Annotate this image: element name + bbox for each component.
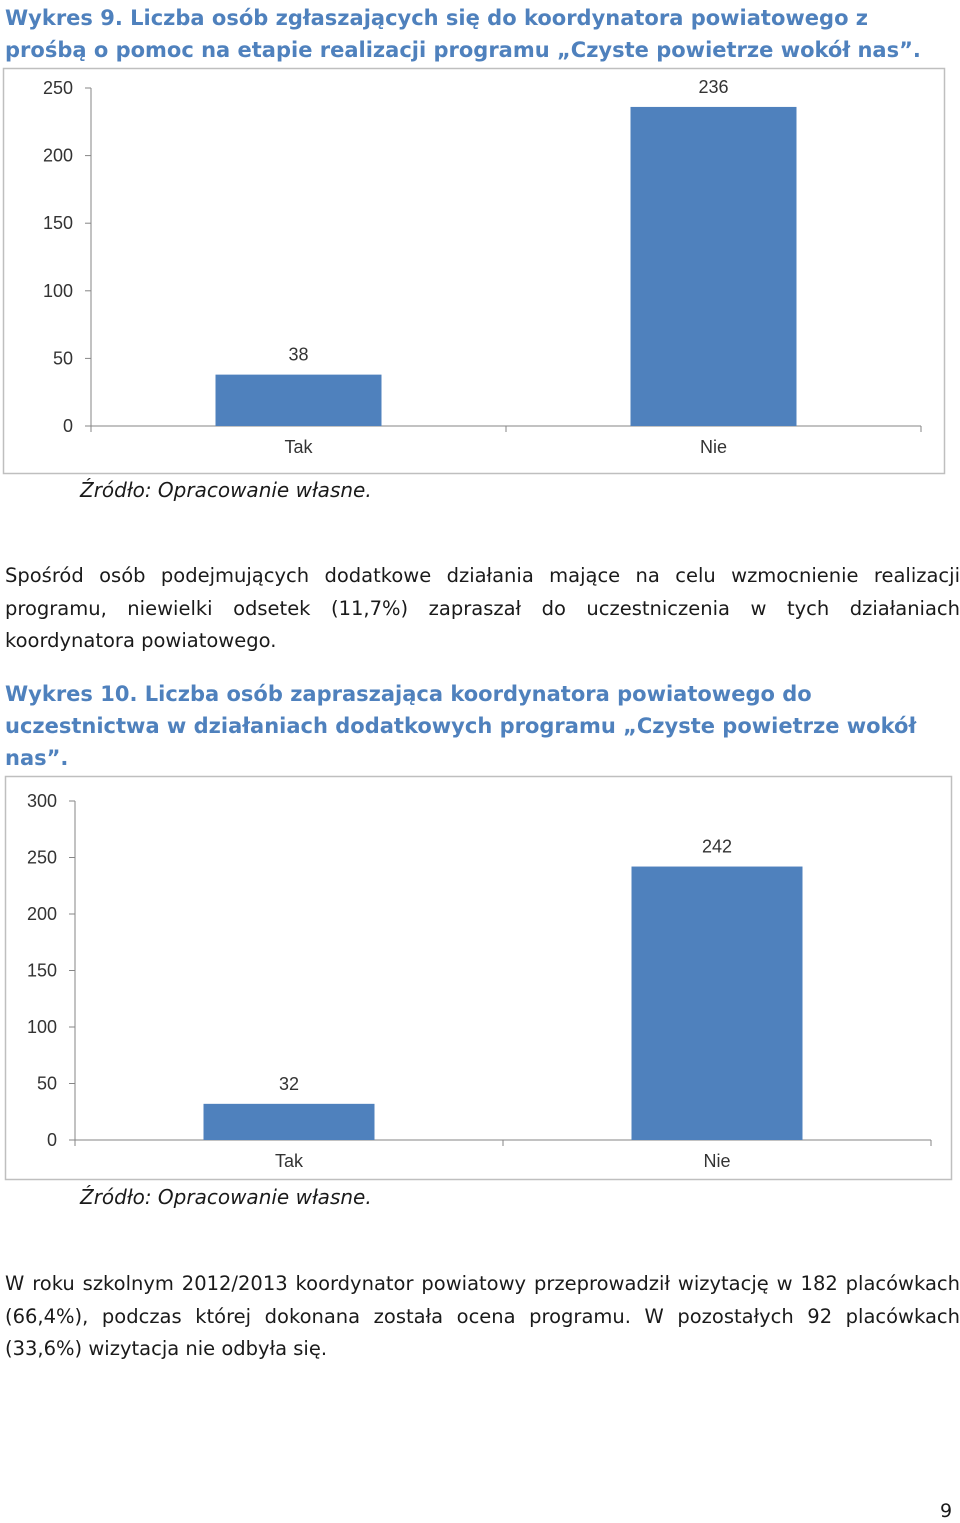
paragraph-1: Spośród osób podejmujących dodatkowe działania mające na celu wzmocnienie realizacji programu, niewielki odsetek (11,7%) zapraszał do uczestniczenia w tych działaniach koordynatora powiatowego. [5, 564, 960, 652]
chart-10 [5, 776, 952, 1180]
page-number: 9 [940, 1500, 953, 1522]
bar-tak [216, 375, 382, 426]
y-tick-label: 100 [42, 280, 73, 301]
paragraph-2: W roku szkolnym 2012/2013 koordynator powiatowy przeprowadził wizytację w 182 placówkach (66,4%), podczas której dokonana została ocena programu. W pozostałych 92 placówkach (33,6%) wizytacja nie odbyła się. [5, 1272, 960, 1360]
bar-nie [632, 867, 803, 1140]
figure-9-caption: Wykres 9. Liczba osób zgłaszających się do koordynatora powiatowego z prośbą o pomoc na etapie realizacji programu „Czyste powietrze wokół nas”. [5, 6, 921, 62]
y-tick-label: 200 [42, 145, 73, 166]
chart-frame [6, 777, 952, 1180]
figure-10-caption: Wykres 10. Liczba osób zapraszająca koordynatora powiatowego do uczestnictwa w działaniach dodatkowych programu „Czyste powietrze wokół nas”. [5, 682, 917, 770]
y-tick-label: 200 [26, 904, 57, 924]
category-label-nie: Nie [703, 1151, 731, 1171]
y-tick-label: 250 [42, 78, 73, 98]
category-label-tak: Tak [284, 437, 313, 457]
y-tick-label: 0 [46, 1130, 57, 1150]
category-label-tak: Tak [274, 1151, 304, 1171]
chart-9 [3, 68, 945, 474]
category-label-nie: Nie [699, 437, 728, 457]
y-tick-label: 100 [26, 1017, 57, 1037]
y-tick-label: 0 [62, 416, 73, 436]
y-tick-label: 50 [52, 348, 73, 369]
bar-nie [631, 107, 797, 426]
y-tick-label: 150 [26, 960, 57, 981]
y-tick-label: 150 [42, 213, 73, 234]
data-label-nie: 242 [701, 836, 733, 857]
data-label-nie: 236 [698, 76, 729, 97]
bar-tak [204, 1104, 375, 1140]
data-label-tak: 38 [288, 344, 309, 365]
figure-9-source: Źródło: Opracowanie własne. [80, 478, 372, 502]
chart-frame [4, 69, 945, 474]
data-label-tak: 32 [278, 1073, 300, 1094]
figure-10-source: Źródło: Opracowanie własne. [80, 1185, 372, 1209]
y-tick-label: 250 [26, 847, 57, 868]
y-tick-label: 300 [26, 791, 57, 811]
y-tick-label: 50 [36, 1073, 57, 1094]
